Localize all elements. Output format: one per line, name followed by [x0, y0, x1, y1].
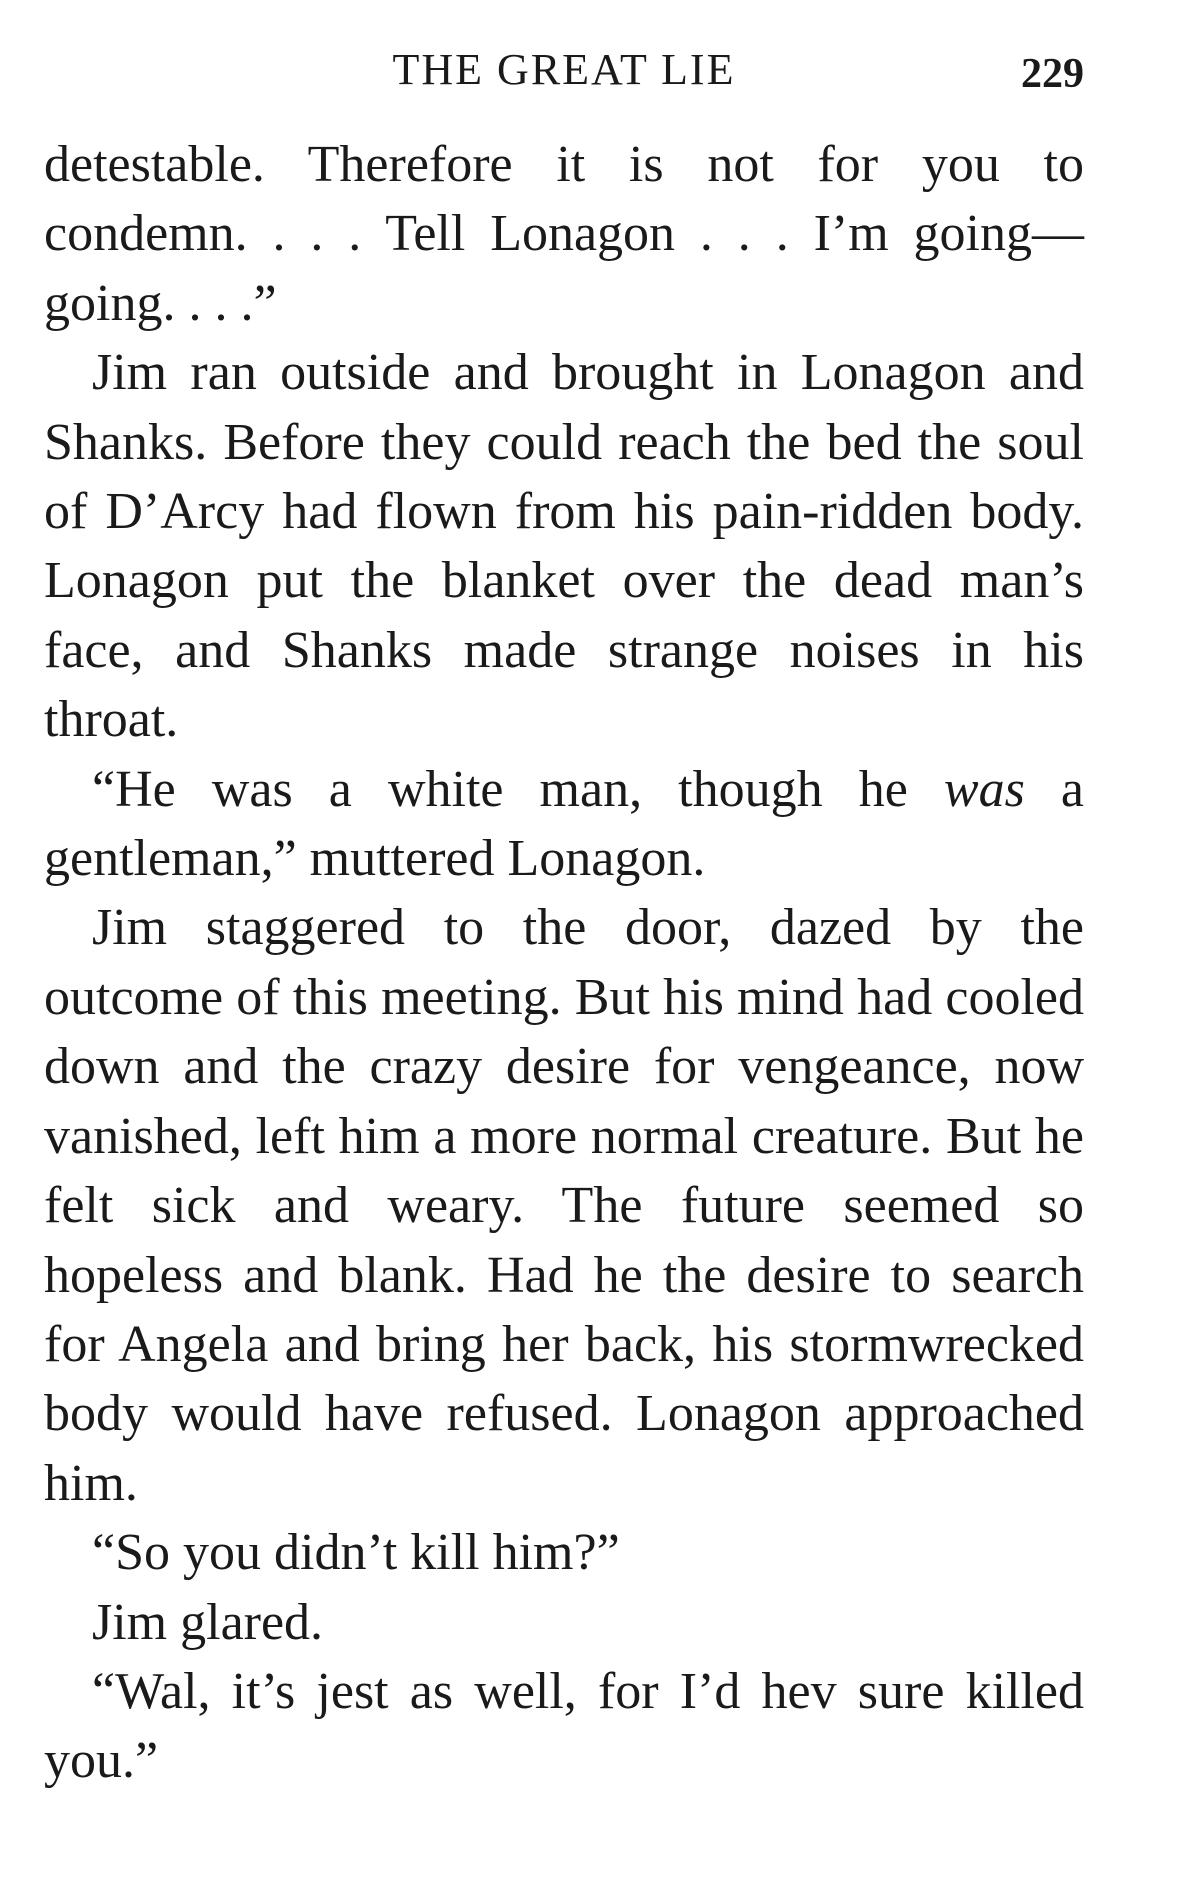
page-number: 229	[1021, 51, 1084, 97]
paragraph-quote: “So you didn’t kill him?”	[92, 1524, 620, 1582]
paragraph: Jim ran outside and brought in Lonagon and Shanks. Before they could reach the bed the soul of D’Arcy had flown from his pain-ridden body. Lonagon put the blanket over the dead man’s face, and Shanks made strange noises in his throat.	[44, 344, 1084, 749]
emphasis-word: was	[943, 760, 1025, 818]
paragraph-quote	[44, 755, 1084, 894]
paragraph-continued: detestable. Therefore it is not for you to condemn. . . . Tell Lonagon . . . I’m going—going. . . .”	[44, 136, 1084, 332]
running-title: THE GREAT LIE	[392, 45, 736, 94]
paragraph: Jim staggered to the door, dazed by the outcome of this meeting. But his mind had cooled down and the crazy desire for vengeance, now vanished, left him a more normal creature. But he felt sick and weary. The future seemed so hopeless and blank. Had he the desire to search for Angela and bring her back, his stormwrecked body would have refused. Lonagon approached him.	[44, 899, 1084, 1512]
running-head	[44, 40, 1084, 100]
quote-text: a gentleman,” muttered Lonagon.	[44, 760, 1084, 888]
paragraph: Jim glared.	[92, 1593, 324, 1651]
body-text	[44, 130, 1084, 1796]
quote-text: “He was a white man, though he	[92, 760, 944, 818]
paragraph-quote: “Wal, it’s jest as well, for I’d hev sure killed you.”	[44, 1662, 1084, 1790]
